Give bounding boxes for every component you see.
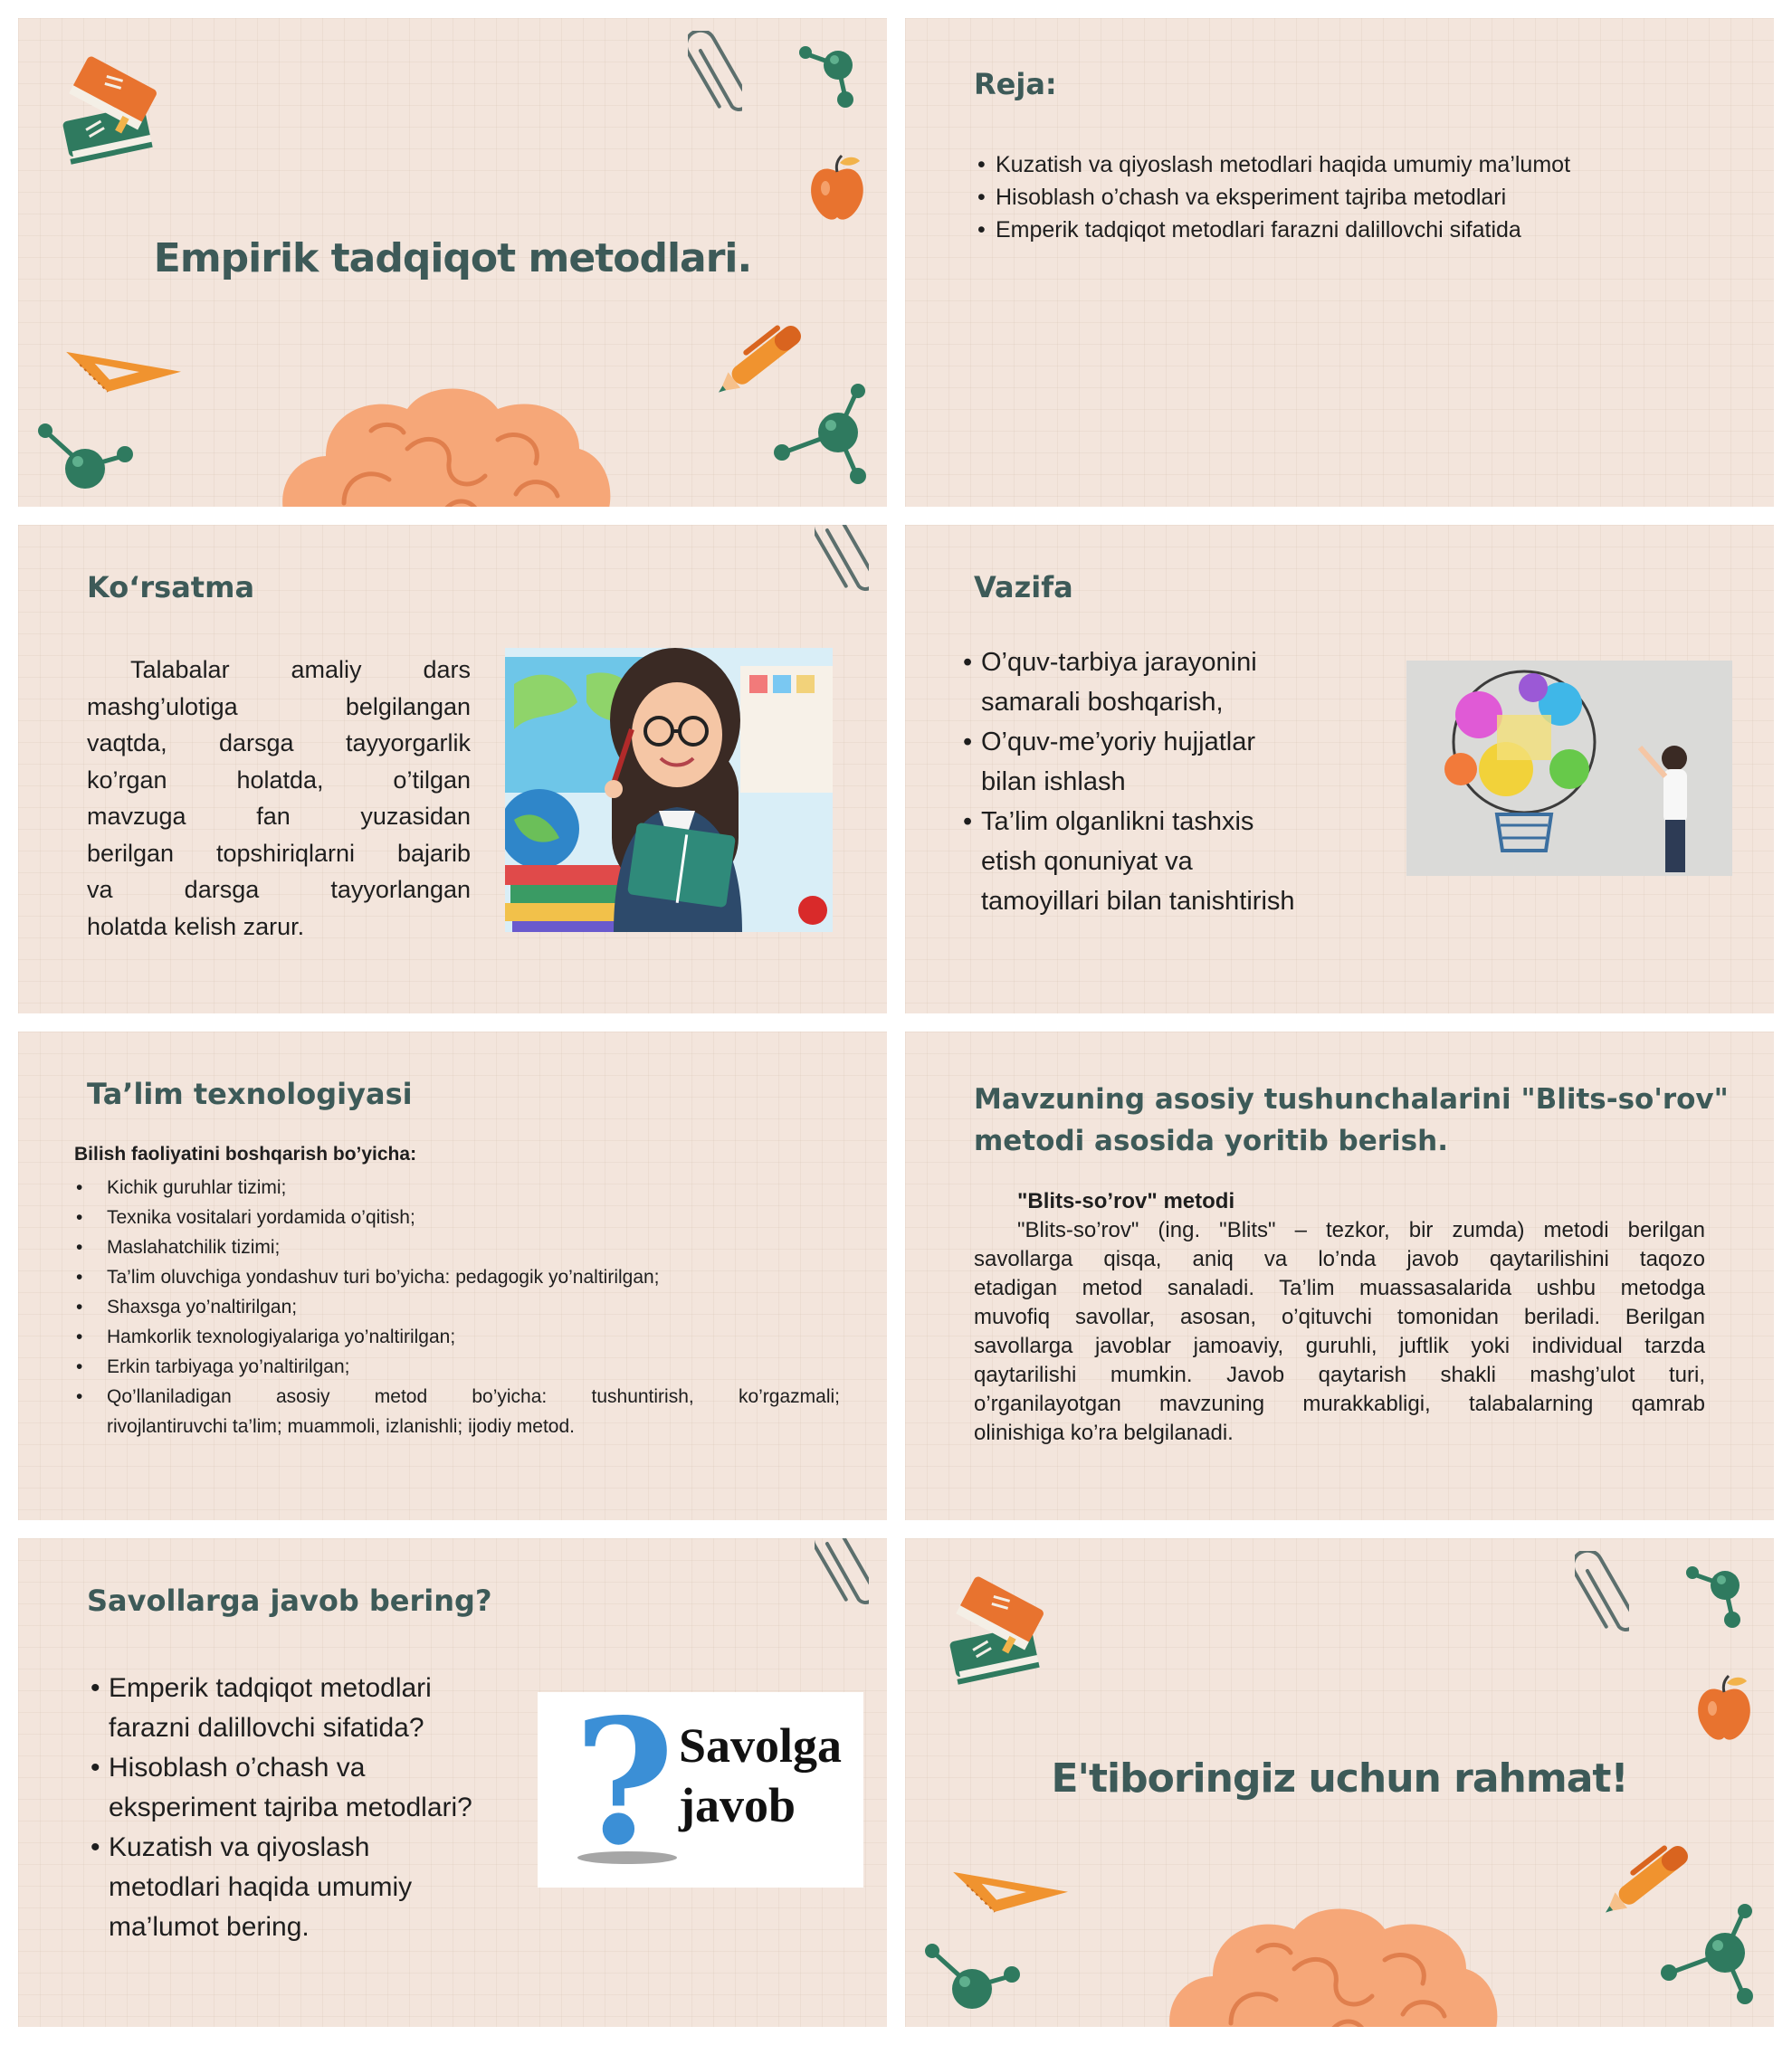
text-line: vaqtda, darsga tayyorgarlik [87,729,471,756]
text-line: Talabalar amaliy dars [130,656,471,683]
paperclip-icon [815,1538,869,1614]
text-line: holatda kelish zarur. [87,912,305,940]
instruction-title: Ko‘rsatma [87,570,255,604]
blitz-heading: "Blits-so’rov" metodi [1017,1189,1235,1213]
brain-icon [1158,1897,1502,2027]
slide-instruction [18,525,887,1013]
technology-title: Ta’lim texnologiyasi [87,1077,413,1111]
molecule-icon [1658,1900,1758,2009]
thanks-title: E'tiboringiz uchun rahmat! [1051,1755,1628,1802]
slide-title-text: Empirik tadqiqot metodlari. [153,235,752,281]
task-title: Vazifa [974,570,1073,604]
apple-icon [1692,1672,1756,1745]
technology-subtitle: Bilish faoliyatini boshqarish bo’yicha: [74,1144,417,1165]
text-line: berilgan topshiriqlarni bajarib [87,839,471,867]
paperclip-icon [815,525,869,601]
blitz-body: "Blits-so’rov" metodi "Blits-so’rov" (ing. "Blits" – tezkor, bir zumda) metodi berilgan savollarga qisqa, aniq va lo’nda javob qaytarilishini taqozo etadigan metod sanaladi. Ta’lim muassasalarida ushbu metodga muvofiq savollar, asosan, o’qituvchi tomonidan beriladi. Berilgan savollarga javoblar jamoaviy, guruhli, juftlik yoki individual tarzda qaytarilishi mumkin. Javob qaytarish shakli mashg’ulot turi, o’rganilayotgan mavzuning murakkabligi, talabalarning qamrab olinishiga ko’ra belgilanadi. [974,1189,1705,1445]
slide-blitz [905,1032,1774,1520]
list-item: • Erkin tarbiyaga yo’naltirilgan; [74,1352,840,1382]
molecule-icon [1682,1562,1754,1634]
ruler-triangle-icon [950,1821,1068,1920]
molecule-icon [36,422,136,503]
paperclip-icon [688,31,742,121]
list-item: • Kuzatish va qiyoslash metodlari haqida umumiy ma’lumot bering. [89,1828,472,1947]
lightbulb-illustration [1406,661,1732,876]
task-list [961,642,1295,921]
list-item: • O’quv-me’yoriy hujjatlar bilan ishlash [961,722,1295,802]
text-line: mavzuga fan yuzasidan [87,803,471,830]
list-item: • Kichik guruhlar tizimi; [74,1173,840,1203]
paperclip-icon [1575,1551,1629,1641]
slide-task [905,525,1774,1013]
books-icon [932,1562,1059,1707]
blitz-title: Mavzuning asosiy tushunchalarini "Blits-so'rov" metodi asosida yoritib berish. [974,1083,1729,1157]
technology-list [74,1173,840,1441]
plan-title: Reja: [974,67,1057,101]
list-item: • Ta’lim olganlikni tashxis etish qonuniyat va tamoyillari bilan tanishtirish [961,802,1295,921]
slide-questions [18,1538,887,2027]
instruction-text [87,652,471,945]
list-item: • Emperik tadqiqot metodlari farazni dalillovchi sifatida [976,214,1570,246]
molecule-icon [923,1942,1023,2023]
slide-technology [18,1032,887,1520]
text-line: va darsga tayyorlangan [87,876,471,903]
list-item: • Texnika vositalari yordamida o’qitish; [74,1203,840,1232]
list-item: • Ta’lim oluvchiga yondashuv turi bo’yicha: pedagogik yo’naltirilgan; [74,1262,840,1292]
text-line: mashg’ulotiga belgilangan [87,692,471,720]
plan-list [976,148,1570,246]
list-item: • Hisoblash o’chash va eksperiment tajriba metodlari [976,181,1570,214]
teacher-illustration [505,648,833,932]
question-mark-icon: ? [574,1692,675,1883]
list-item: • Qo’llaniladigan asosiy metod bo’yicha: tushuntirish, ko’rgazmali; rivojlantiruvchi ta’lim; muammoli, izlanishli; ijodiy metod. [74,1382,840,1441]
slide-title [18,18,887,507]
apple-icon [805,152,869,224]
slide-thanks [905,1538,1774,2027]
list-item: • Shaxsga yo’naltirilgan; [74,1292,840,1322]
list-item: • O’quv-tarbiya jarayonini samarali boshqarish, [961,642,1295,722]
molecule-icon [771,380,871,489]
list-item: • Kuzatish va qiyoslash metodlari haqida umumiy ma’lumot [976,148,1570,181]
ruler-triangle-icon [63,300,181,400]
list-item: • Emperik tadqiqot metodlari farazni dalillovchi sifatida? [89,1669,472,1748]
questions-list [89,1669,472,1947]
image-caption: Savolga javob [679,1718,843,1832]
text-line: ko’rgan holatda, o’tilgan [87,766,471,794]
molecule-icon [795,42,867,114]
brain-icon [272,376,615,507]
list-item: • Hisoblash o’chash va eksperiment tajriba metodlari? [89,1748,472,1828]
questions-title: Savollarga javob bering? [87,1584,492,1618]
slide-plan [905,18,1774,507]
list-item: • Hamkorlik texnologiyalariga yo’naltirilgan; [74,1322,840,1352]
question-answer-image [538,1692,863,1888]
list-item: • Maslahatchilik tizimi; [74,1232,840,1262]
books-icon [45,42,172,186]
